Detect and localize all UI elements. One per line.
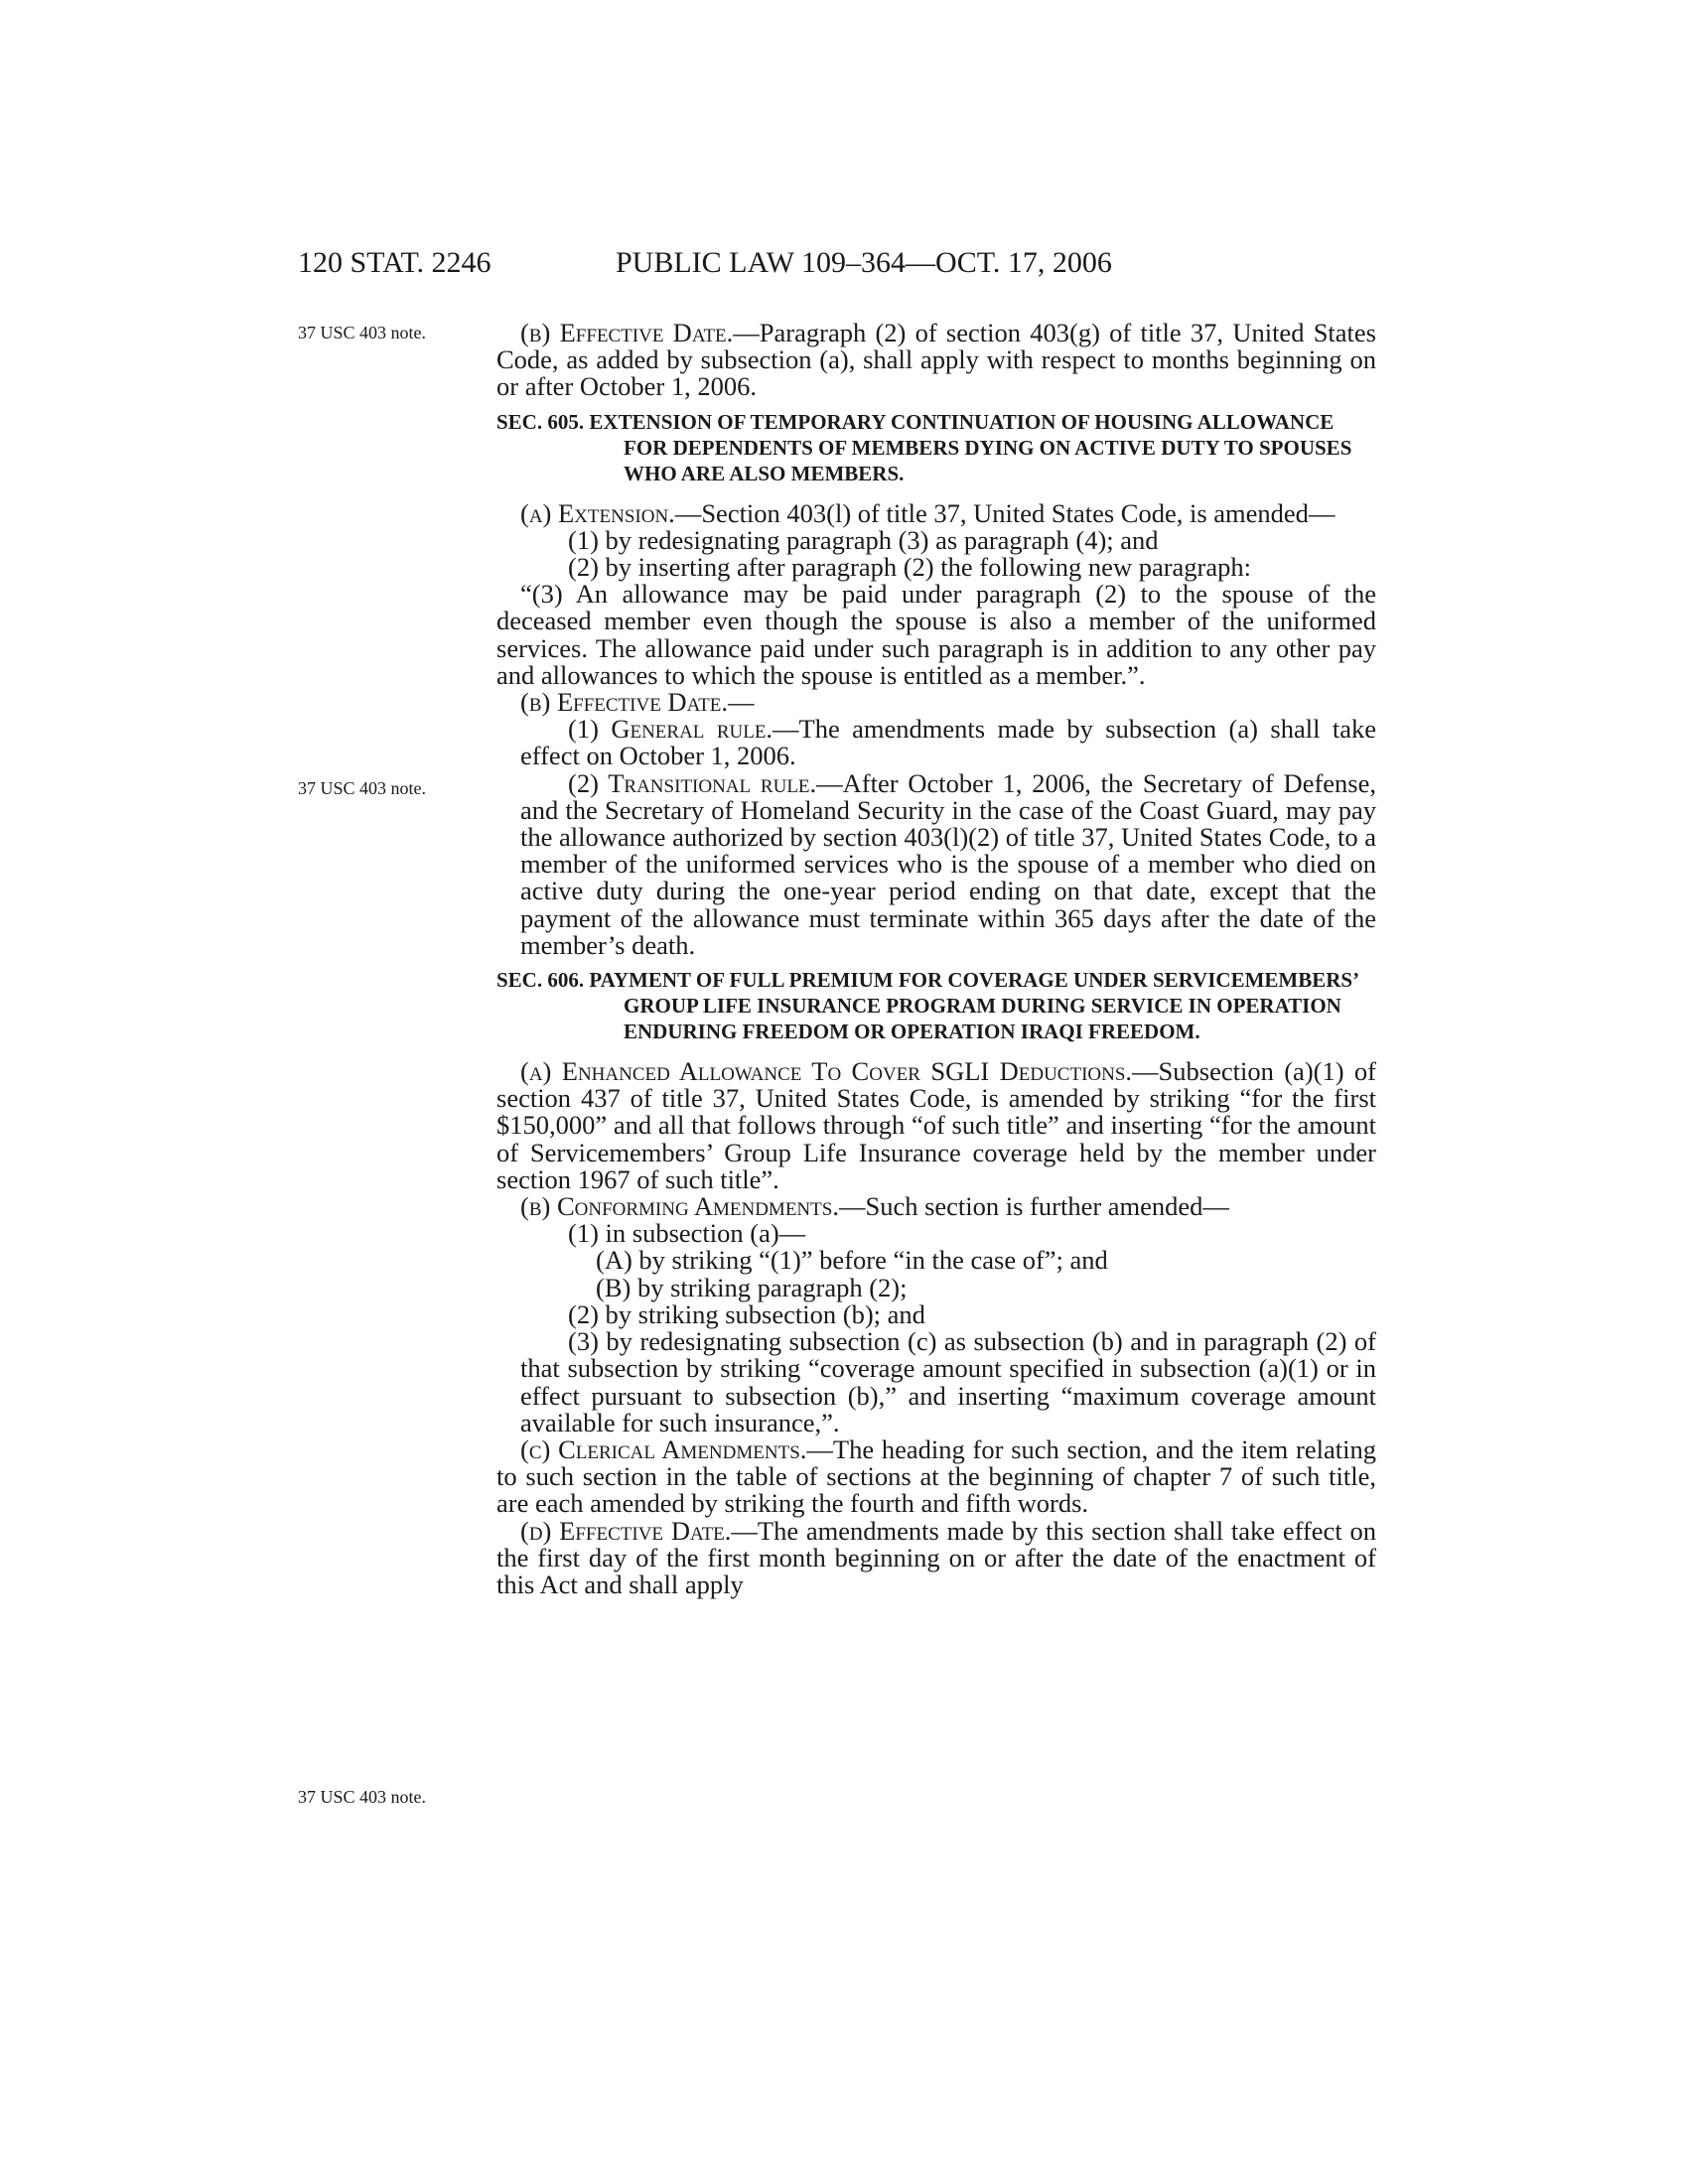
margin-note: 37 USC 403 note. <box>298 778 427 798</box>
sec606-b1A: (A) by striking “(1)” before “in the case of”; and <box>596 1245 1108 1276</box>
subsection-heading: (b) Effective Date. <box>520 318 734 347</box>
sec606-a: (a) Enhanced Allowance To Cover SGLI Deductions.—Subsection (a)(1) of section 437 of title 37, United States Code, is amended by striking “for the first $150,000” and all that follows through “of such title” and inserting “for the amount of Servicemembers’ Group Life Insurance coverage held by the member under section 1967 of such title”. <box>496 1056 1376 1194</box>
page-header <box>0 246 1688 286</box>
sec606-b1: (1) in subsection (a)— <box>568 1218 806 1249</box>
sec605-a1: (1) by redesignating paragraph (3) as paragraph (4); and <box>568 524 1159 555</box>
paragraph-heading: (1) General rule. <box>568 714 774 745</box>
section-606-heading: SEC. 606. PAYMENT OF FULL PREMIUM FOR COVERAGE UNDER SERVICEMEMBERS’ GROUP LIFE INSURANCE PROGRAM DURING SERVICE IN OPERATION ENDURING FREEDOM OR OPERATION IRAQI FREEDOM. <box>496 968 1358 1044</box>
sec605-b1: (1) General rule.—The amendments made by subsection (a) shall take effect on October 1, 2006. <box>520 714 1376 771</box>
margin-note: 37 USC 403 note. <box>298 1787 427 1807</box>
sec606-b: (b) Conforming Amendments.—Such section is further amended— <box>520 1191 1229 1222</box>
paragraph-heading: (2) Transitional rule. <box>568 767 817 798</box>
sec605-a2: (2) by inserting after paragraph (2) the following new paragraph: <box>568 552 1252 583</box>
sec605-quote: “(3) An allowance may be paid under paragraph (2) to the spouse of the deceased member even though the spouse is also a member of the uniformed services. The allowance paid under such paragraph is in addition to any other pay and allowances to which the spouse is entitled as a member.”. <box>496 579 1376 690</box>
sec606-d: (d) Effective Date.—The amendments made by this section shall take effect on the first day of the first month beginning on or after the date of the enactment of this Act and shall apply <box>496 1515 1376 1599</box>
sec606-c: (c) Clerical Amendments.—The heading for such section, and the item relating to such section in the table of sections at the beginning of chapter 7 of such title, are each amended by striking the fourth and fifth words. <box>496 1433 1376 1519</box>
sec605-b2: (2) Transitional rule.—After October 1, 2006, the Secretary of Defense, and the Secretary of Homeland Security in the case of the Coast Guard, may pay the allowance authorized by section 403(l)(2) of title 37, United States Code, to a member of the uniformed services who is the spouse of a member who died on active duty during the one-year period ending on that date, except that the payment of the allowance must terminate within 365 days after the date of the member’s death. <box>520 767 1376 960</box>
subsection-heading: (a) Extension. <box>520 497 675 528</box>
subsection-heading: (b) Effective Date. <box>520 687 729 718</box>
sec606-b1B: (B) by striking paragraph (2); <box>596 1272 908 1302</box>
subsection-heading: (d) Effective Date. <box>520 1515 732 1546</box>
subsection-heading: (a) Enhanced Allowance To Cover SGLI Deductions. <box>520 1056 1133 1087</box>
sec605-b: (b) Effective Date.— <box>520 687 755 718</box>
statute-page-number: 120 STAT. 2246 <box>298 246 492 279</box>
public-law-title: PUBLIC LAW 109–364—OCT. 17, 2006 <box>616 246 1112 279</box>
paragraph-effective-date: (b) Effective Date.—Paragraph (2) of section 403(g) of title 37, United States Code, as added by subsection (a), shall apply with respect to months beginning on or after October 1, 2006. <box>496 318 1376 402</box>
margin-note: 37 USC 403 note. <box>298 323 427 342</box>
sec606-b2: (2) by striking subsection (b); and <box>568 1298 925 1329</box>
subsection-heading: (c) Clerical Amendments. <box>520 1433 807 1464</box>
document-body <box>496 320 1376 1598</box>
sec605-a: (a) Extension.—Section 403(l) of title 37, United States Code, is amended— <box>520 497 1336 528</box>
sec606-b3: (3) by redesignating subsection (c) as subsection (b) and in paragraph (2) of that subsection by striking “coverage amount specified in subsection (a)(1) or in effect pursuant to subsection (b),” and inserting “maximum coverage amount available for such insurance,”. <box>520 1326 1376 1437</box>
subsection-heading: (b) Conforming Amendments. <box>520 1191 839 1222</box>
section-605-heading: SEC. 605. EXTENSION OF TEMPORARY CONTINUATION OF HOUSING ALLOWANCE FOR DEPENDENTS OF MEMBERS DYING ON ACTIVE DUTY TO SPOUSES WHO ARE ALSO MEMBERS. <box>496 409 1352 485</box>
